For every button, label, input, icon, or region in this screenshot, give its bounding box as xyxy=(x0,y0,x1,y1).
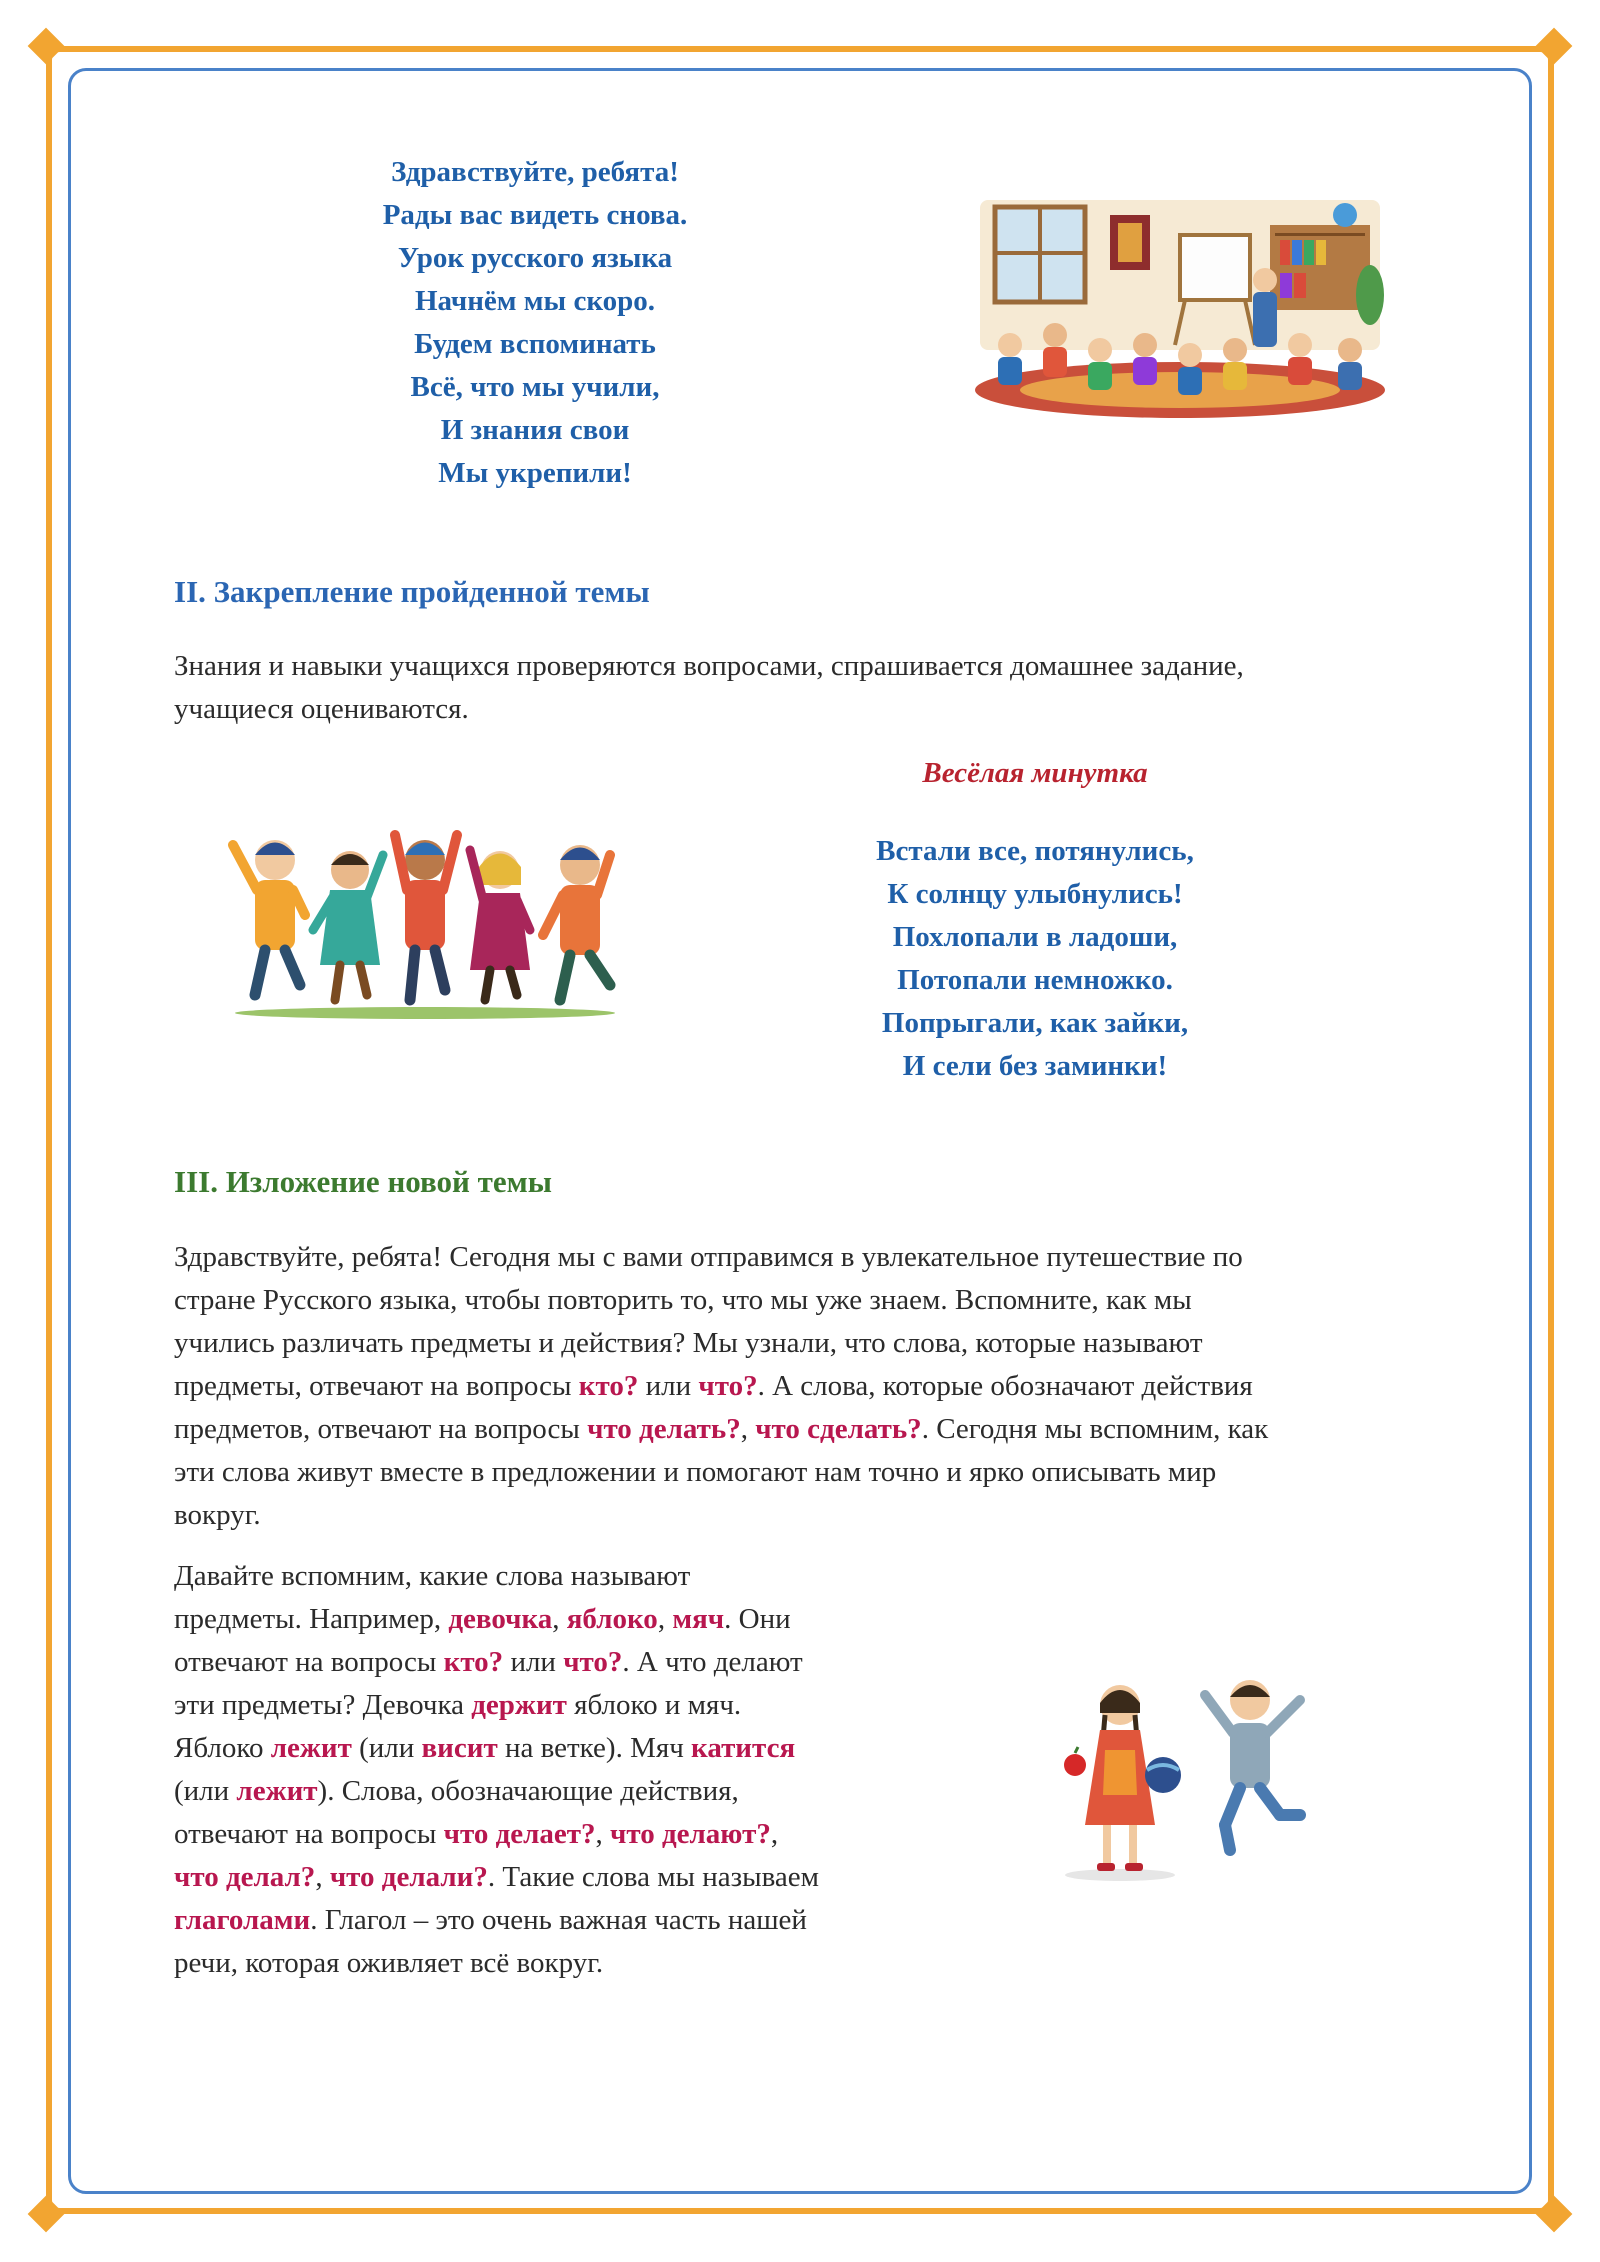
highlight-term: что делает? xyxy=(443,1818,596,1850)
text-span: отвечают на вопросы xyxy=(174,1818,444,1850)
poem-line: Похлопали в ладоши, xyxy=(892,921,1178,953)
text-line xyxy=(174,1598,819,1641)
text-span: . Такие слова мы называем xyxy=(487,1861,820,1893)
text-line: учились различать предметы и действия? Мы узнали, что слова, которые называют xyxy=(174,1327,1203,1359)
text-line xyxy=(174,1899,819,1942)
text-line: стране Русского языка, чтобы повторить то, что мы уже знаем. Вспомните, как мы xyxy=(174,1284,1192,1316)
section2-text xyxy=(174,645,1244,731)
text-line xyxy=(174,1408,1268,1451)
highlight-term: мяч xyxy=(672,1603,725,1635)
highlight-term: катится xyxy=(691,1732,796,1764)
text-line: Давайте вспомним, какие слова называют xyxy=(174,1560,691,1592)
text-line: учащиеся оцениваются. xyxy=(174,693,469,725)
highlight-term: глаголами xyxy=(174,1904,311,1936)
text-span: или xyxy=(503,1646,564,1678)
poem-line: Мы укрепили! xyxy=(438,457,632,489)
text-span: или xyxy=(638,1370,699,1402)
text-line xyxy=(174,1641,819,1684)
text-span: предметы. Например, xyxy=(174,1603,449,1635)
highlight-term: что сделать? xyxy=(755,1413,922,1445)
text-span: на ветке). Мяч xyxy=(497,1732,692,1764)
text-line xyxy=(174,1856,819,1899)
classroom-illustration xyxy=(970,195,1390,420)
text-span: . Они xyxy=(724,1603,791,1635)
text-line xyxy=(174,1770,819,1813)
text-span: , xyxy=(657,1603,673,1635)
text-span: предметы, отвечают на вопросы xyxy=(174,1370,579,1402)
text-span: , xyxy=(552,1603,567,1635)
poem-line: К солнцу улыбнулись! xyxy=(887,878,1183,910)
text-span: , xyxy=(770,1818,779,1850)
girl-and-boy-illustration xyxy=(1045,1665,1325,1890)
poem-line: Попрыгали, как зайки, xyxy=(881,1007,1189,1039)
fun-minute-poem xyxy=(830,830,1240,1088)
text-line xyxy=(174,1684,819,1727)
text-span: . А слова, которые обозначают действия xyxy=(757,1370,1253,1402)
text-span: . А что делают xyxy=(622,1646,803,1678)
highlight-term: кто? xyxy=(578,1370,639,1402)
section-heading: II. Закрепление пройденной темы xyxy=(174,574,650,609)
highlight-term: лежит xyxy=(236,1775,318,1807)
highlight-term: девочка xyxy=(448,1603,553,1635)
text-span: эти предметы? Девочка xyxy=(174,1689,472,1721)
highlight-term: кто? xyxy=(443,1646,504,1678)
text-span: Яблоко xyxy=(174,1732,271,1764)
highlight-term: висит xyxy=(421,1732,498,1764)
poem-line: Начнём мы скоро. xyxy=(414,285,656,317)
highlight-term: что? xyxy=(563,1646,623,1678)
text-line: речи, которая оживляет всё вокруг. xyxy=(174,1947,604,1979)
highlight-term: что делали? xyxy=(329,1861,488,1893)
highlight-term: яблоко xyxy=(566,1603,658,1635)
text-line: эти слова живут вместе в предложении и помогают нам точно и ярко описывать мир xyxy=(174,1456,1217,1488)
text-line xyxy=(174,1727,819,1770)
poem-line: Потопали немножко. xyxy=(897,964,1173,996)
text-span: предметов, отвечают на вопросы xyxy=(174,1413,588,1445)
section-heading: III. Изложение новой темы xyxy=(174,1164,552,1199)
text-span: отвечают на вопросы xyxy=(174,1646,444,1678)
poem-line: Здравствуйте, ребята! xyxy=(391,156,679,188)
section3-paragraph-2 xyxy=(174,1555,819,1985)
text-span: , xyxy=(740,1413,756,1445)
text-span: (или xyxy=(351,1732,422,1764)
text-line xyxy=(174,1365,1268,1408)
text-line: Знания и навыки учащихся проверяются вопросами, спрашивается домашнее задание, xyxy=(174,650,1244,682)
text-span: яблоко и мяч. xyxy=(566,1689,742,1721)
text-span: , xyxy=(595,1818,611,1850)
text-line: Здравствуйте, ребята! Сегодня мы с вами отправимся в увлекательное путешествие по xyxy=(174,1241,1243,1273)
text-line xyxy=(174,1813,819,1856)
text-span: . Глагол – это очень важная часть нашей xyxy=(310,1904,807,1936)
poem-line: И сели без заминки! xyxy=(902,1050,1168,1082)
text-span: , xyxy=(315,1861,330,1893)
poem-line: И знания свои xyxy=(440,414,630,446)
poem-line: Всё, что мы учили, xyxy=(410,371,660,403)
text-span: . Сегодня мы вспомним, как xyxy=(921,1413,1269,1445)
highlight-term: что делать? xyxy=(587,1413,741,1445)
text-span: ). Слова, обозначающие действия, xyxy=(317,1775,739,1807)
section3-paragraph-1 xyxy=(174,1236,1268,1537)
greeting-poem xyxy=(330,151,740,495)
poem-line: Будем вспоминать xyxy=(414,328,656,360)
highlight-term: держит xyxy=(471,1689,567,1721)
text-span: (или xyxy=(174,1775,237,1807)
text-line: вокруг. xyxy=(174,1499,261,1531)
poem-line: Урок русского языка xyxy=(397,242,673,274)
highlight-term: что? xyxy=(698,1370,758,1402)
highlight-term: что делают? xyxy=(610,1818,771,1850)
jumping-kids-illustration xyxy=(225,815,630,1025)
highlight-term: лежит xyxy=(270,1732,352,1764)
poem-line: Встали все, потянулись, xyxy=(876,835,1194,867)
fun-minute-title: Весёлая минутка xyxy=(922,757,1148,789)
poem-line: Рады вас видеть снова. xyxy=(382,199,688,231)
highlight-term: что делал? xyxy=(174,1861,316,1893)
